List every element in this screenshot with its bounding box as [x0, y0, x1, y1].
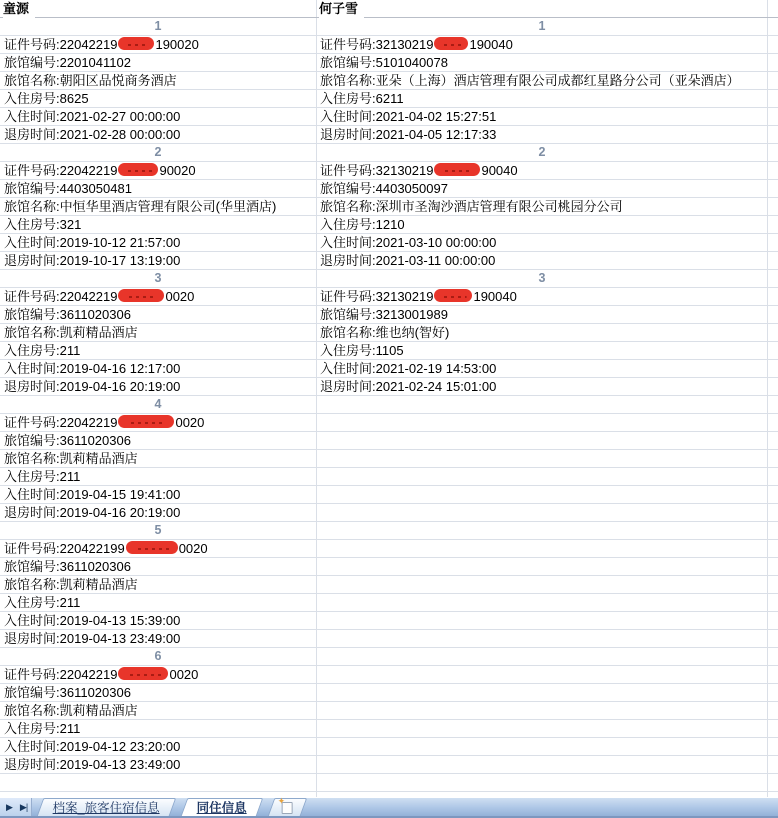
room-no: 1105	[375, 343, 404, 358]
checkin-cell[interactable]	[0, 108, 316, 126]
field-label: 入住时间:	[4, 235, 60, 250]
field-label: 退房时间:	[4, 127, 60, 142]
field-label: 旅馆编号:	[320, 307, 376, 322]
next-sheet-arrow-icon[interactable]: ▶	[6, 802, 12, 812]
redaction-mark	[434, 37, 468, 50]
checkin-cell[interactable]	[0, 486, 316, 504]
hotel-no-cell[interactable]	[316, 306, 778, 324]
hotel-name: 深圳市圣淘沙酒店管理有限公司桃园分公司	[375, 199, 623, 214]
record-number[interactable]: 6	[154, 649, 162, 663]
stay-record	[0, 522, 316, 648]
field-label: 退房时间:	[4, 505, 60, 520]
room-no: 211	[59, 721, 81, 736]
checkin-time: 2021-02-19 14:53:00	[375, 361, 497, 376]
checkout-time: 2019-04-16 20:19:00	[59, 505, 181, 520]
field-label: 旅馆名称:	[4, 703, 60, 718]
hotel-no: 3611020306	[59, 559, 131, 574]
record-number[interactable]: 3	[538, 271, 546, 285]
sparkle-icon: ✦	[277, 795, 286, 806]
record-number[interactable]: 3	[154, 271, 162, 285]
last-sheet-arrow-icon[interactable]: ▶|	[19, 802, 28, 812]
stay-column-left	[0, 18, 316, 774]
checkout-time: 2021-02-28 00:00:00	[59, 127, 181, 142]
field-label: 退房时间:	[320, 253, 376, 268]
person-name-right[interactable]: 何子雪	[319, 0, 364, 18]
field-label: 旅馆编号:	[4, 433, 60, 448]
hotel-name-cell[interactable]	[0, 702, 316, 720]
room-cell[interactable]	[316, 342, 778, 360]
id-prefix: 32130219	[375, 37, 434, 52]
hotel-name: 中恒华里酒店管理有限公司(华里酒店)	[59, 199, 277, 214]
id-suffix: 190020	[155, 37, 199, 52]
checkout-cell[interactable]	[0, 378, 316, 396]
redaction-mark	[434, 289, 472, 302]
field-label: 证件号码:	[4, 163, 60, 178]
stay-record	[316, 270, 778, 396]
field-label: 旅馆名称:	[320, 73, 376, 88]
hotel-no: 4403050481	[59, 181, 132, 196]
field-label: 旅馆名称:	[320, 199, 376, 214]
checkout-time: 2019-10-17 13:19:00	[59, 253, 181, 268]
room-cell[interactable]	[0, 216, 316, 234]
hotel-name: 维也纳(智好)	[375, 325, 450, 340]
hotel-no-cell[interactable]	[0, 684, 316, 702]
field-label: 入住时间:	[4, 361, 60, 376]
checkout-cell[interactable]	[316, 126, 778, 144]
field-label: 入住房号:	[320, 343, 376, 358]
room-no: 211	[59, 595, 81, 610]
room-no: 211	[59, 469, 81, 484]
id-number-cell[interactable]	[316, 288, 778, 306]
hotel-name-cell[interactable]	[0, 576, 316, 594]
field-label: 旅馆编号:	[4, 55, 60, 70]
hotel-no: 3213001989	[375, 307, 448, 322]
checkout-cell[interactable]	[0, 630, 316, 648]
id-prefix: 22042219	[59, 163, 118, 178]
hotel-no: 2201041102	[59, 55, 131, 70]
field-label: 证件号码:	[320, 289, 376, 304]
hotel-no-cell[interactable]	[0, 54, 316, 72]
id-suffix: 90040	[481, 163, 518, 178]
checkin-cell[interactable]	[316, 360, 778, 378]
field-label: 旅馆编号:	[4, 685, 60, 700]
hotel-name-cell[interactable]	[0, 198, 316, 216]
field-label: 入住房号:	[4, 469, 60, 484]
field-label: 入住时间:	[320, 235, 376, 250]
field-label: 旅馆编号:	[4, 559, 60, 574]
room-cell[interactable]	[0, 468, 316, 486]
hotel-name: 凯莉精品酒店	[59, 703, 138, 718]
hotel-no-cell[interactable]	[0, 306, 316, 324]
field-label: 旅馆名称:	[320, 325, 376, 340]
checkin-cell[interactable]	[0, 360, 316, 378]
stay-record	[0, 144, 316, 270]
id-number-cell[interactable]	[0, 414, 316, 432]
sheet-tab-bar	[0, 797, 778, 818]
hotel-name: 凯莉精品酒店	[59, 577, 138, 592]
stay-record	[0, 270, 316, 396]
id-prefix: 22042219	[59, 289, 118, 304]
checkout-cell[interactable]	[0, 252, 316, 270]
field-label: 入住房号:	[320, 91, 376, 106]
room-cell[interactable]	[0, 342, 316, 360]
field-label: 入住时间:	[4, 739, 60, 754]
id-number-cell[interactable]	[0, 36, 316, 54]
field-label: 退房时间:	[320, 379, 376, 394]
hotel-name-cell[interactable]	[0, 72, 316, 90]
checkin-cell[interactable]	[0, 612, 316, 630]
hotel-name-cell[interactable]	[316, 198, 778, 216]
field-label: 旅馆编号:	[320, 181, 376, 196]
checkin-time: 2021-03-10 00:00:00	[375, 235, 497, 250]
hotel-no: 4403050097	[375, 181, 448, 196]
tab-nav-buttons	[0, 798, 32, 816]
field-label: 入住时间:	[4, 109, 60, 124]
field-label: 入住房号:	[4, 721, 60, 736]
field-label: 旅馆名称:	[4, 199, 60, 214]
field-label: 入住时间:	[4, 487, 60, 502]
id-number-cell[interactable]	[316, 162, 778, 180]
checkin-time: 2019-04-13 15:39:00	[59, 613, 181, 628]
hotel-name-cell[interactable]	[316, 72, 778, 90]
hotel-name-cell[interactable]	[316, 324, 778, 342]
checkin-cell[interactable]	[316, 234, 778, 252]
hotel-no: 3611020306	[59, 307, 131, 322]
room-no: 1210	[375, 217, 405, 232]
new-sheet-icon	[277, 795, 293, 814]
redaction-mark	[118, 667, 168, 680]
room-cell[interactable]	[316, 216, 778, 234]
record-number[interactable]: 2	[154, 145, 162, 159]
field-label: 旅馆名称:	[4, 73, 60, 88]
redaction-mark	[118, 415, 174, 428]
field-label: 旅馆编号:	[320, 55, 376, 70]
field-label: 旅馆编号:	[4, 307, 60, 322]
record-number[interactable]: 2	[538, 145, 546, 159]
stay-record	[316, 18, 778, 144]
tab-archive-guest-info[interactable]: 档案_旅客住宿信息	[37, 798, 177, 816]
hotel-name-cell[interactable]	[0, 450, 316, 468]
tab-bar-empty-area	[307, 798, 778, 816]
field-label: 入住时间:	[320, 109, 376, 124]
room-cell[interactable]	[316, 90, 778, 108]
hotel-name: 凯莉精品酒店	[59, 451, 138, 466]
id-suffix: 190040	[469, 37, 513, 52]
id-prefix: 32130219	[375, 163, 434, 178]
checkout-cell[interactable]	[0, 504, 316, 522]
id-prefix: 22042219	[59, 415, 118, 430]
checkin-time: 2021-02-27 00:00:00	[59, 109, 181, 124]
id-suffix: 0020	[175, 415, 205, 430]
room-cell[interactable]	[0, 720, 316, 738]
id-prefix: 220422199	[59, 541, 125, 556]
id-prefix: 22042219	[59, 37, 118, 52]
id-suffix: 0020	[165, 289, 195, 304]
field-label: 证件号码:	[4, 667, 60, 682]
field-label: 退房时间:	[4, 631, 60, 646]
field-label: 旅馆名称:	[4, 451, 60, 466]
record-number[interactable]: 1	[154, 19, 162, 33]
field-label: 证件号码:	[4, 289, 60, 304]
checkin-time: 2019-04-16 12:17:00	[59, 361, 181, 376]
id-suffix: 190040	[473, 289, 517, 304]
room-no: 321	[59, 217, 82, 232]
field-label: 证件号码:	[4, 37, 60, 52]
record-number[interactable]: 1	[538, 19, 546, 33]
checkin-time: 2019-04-15 19:41:00	[59, 487, 181, 502]
field-label: 入住时间:	[320, 361, 376, 376]
insert-worksheet-tab[interactable]	[268, 795, 308, 816]
field-label: 证件号码:	[4, 415, 60, 430]
field-label: 入住房号:	[4, 343, 60, 358]
field-label: 退房时间:	[320, 127, 376, 142]
field-label: 旅馆编号:	[4, 181, 60, 196]
id-number-cell[interactable]	[0, 540, 316, 558]
stay-column-right	[316, 18, 778, 396]
field-label: 退房时间:	[4, 757, 60, 772]
checkout-time: 2019-04-16 20:19:00	[59, 379, 181, 394]
redaction-mark	[118, 37, 154, 50]
id-number-cell[interactable]	[0, 162, 316, 180]
room-cell[interactable]	[0, 594, 316, 612]
room-cell[interactable]	[0, 90, 316, 108]
hotel-no: 5101040078	[375, 55, 448, 70]
id-suffix: 90020	[159, 163, 196, 178]
stay-record	[316, 144, 778, 270]
hotel-no: 3611020306	[59, 433, 131, 448]
hotel-name: 凯莉精品酒店	[59, 325, 138, 340]
id-number-cell[interactable]	[0, 288, 316, 306]
id-number-cell[interactable]	[316, 36, 778, 54]
record-number[interactable]: 4	[154, 397, 162, 411]
stay-record	[0, 648, 316, 774]
checkin-cell[interactable]	[0, 738, 316, 756]
field-label: 入住房号:	[4, 91, 60, 106]
checkin-time: 2019-10-12 21:57:00	[59, 235, 181, 250]
checkout-cell[interactable]	[0, 126, 316, 144]
checkout-time: 2021-04-05 12:17:33	[375, 127, 497, 142]
redaction-mark	[118, 163, 158, 176]
id-number-cell[interactable]	[0, 666, 316, 684]
field-label: 入住房号:	[4, 595, 60, 610]
checkout-time: 2021-03-11 00:00:00	[375, 253, 496, 268]
field-label: 退房时间:	[4, 253, 60, 268]
hotel-no-cell[interactable]	[0, 432, 316, 450]
hotel-name: 亚朵（上海）酒店管理有限公司成都红星路分公司（亚朵酒店）	[375, 73, 740, 88]
room-no: 211	[59, 343, 81, 358]
id-suffix: 0020	[178, 541, 208, 556]
field-label: 证件号码:	[320, 37, 376, 52]
field-label: 旅馆名称:	[4, 325, 60, 340]
redaction-mark	[118, 289, 164, 302]
checkout-time: 2019-04-13 23:49:00	[59, 757, 181, 772]
tab-cohabit-info[interactable]: 同住信息	[181, 798, 264, 816]
room-no: 8625	[59, 91, 89, 106]
checkout-cell[interactable]	[316, 378, 778, 396]
stay-record	[0, 18, 316, 144]
id-suffix: 0020	[169, 667, 199, 682]
redaction-mark	[434, 163, 480, 176]
person-name-left[interactable]: 童源	[3, 0, 35, 18]
field-label: 入住房号:	[320, 217, 376, 232]
hotel-no-cell[interactable]	[316, 54, 778, 72]
checkout-cell[interactable]	[0, 756, 316, 774]
checkout-cell[interactable]	[316, 252, 778, 270]
hotel-no-cell[interactable]	[316, 180, 778, 198]
redaction-mark	[126, 541, 178, 554]
hotel-no-cell[interactable]	[0, 558, 316, 576]
checkin-time: 2019-04-12 23:20:00	[59, 739, 181, 754]
checkout-time: 2019-04-13 23:49:00	[59, 631, 181, 646]
field-label: 入住房号:	[4, 217, 60, 232]
field-label: 证件号码:	[320, 163, 376, 178]
field-label: 旅馆名称:	[4, 577, 60, 592]
checkin-time: 2021-04-02 15:27:51	[375, 109, 497, 124]
hotel-name: 朝阳区品悦商务酒店	[59, 73, 177, 88]
checkout-time: 2021-02-24 15:01:00	[375, 379, 497, 394]
room-no: 6211	[375, 91, 404, 106]
hotel-no: 3611020306	[59, 685, 131, 700]
field-label: 退房时间:	[4, 379, 60, 394]
checkin-cell[interactable]	[0, 234, 316, 252]
hotel-name-cell[interactable]	[0, 324, 316, 342]
field-label: 证件号码:	[4, 541, 60, 556]
hotel-no-cell[interactable]	[0, 180, 316, 198]
checkin-cell[interactable]	[316, 108, 778, 126]
stay-record	[0, 396, 316, 522]
record-number[interactable]: 5	[154, 523, 162, 537]
id-prefix: 22042219	[59, 667, 118, 682]
id-prefix: 32130219	[375, 289, 434, 304]
field-label: 入住时间:	[4, 613, 60, 628]
